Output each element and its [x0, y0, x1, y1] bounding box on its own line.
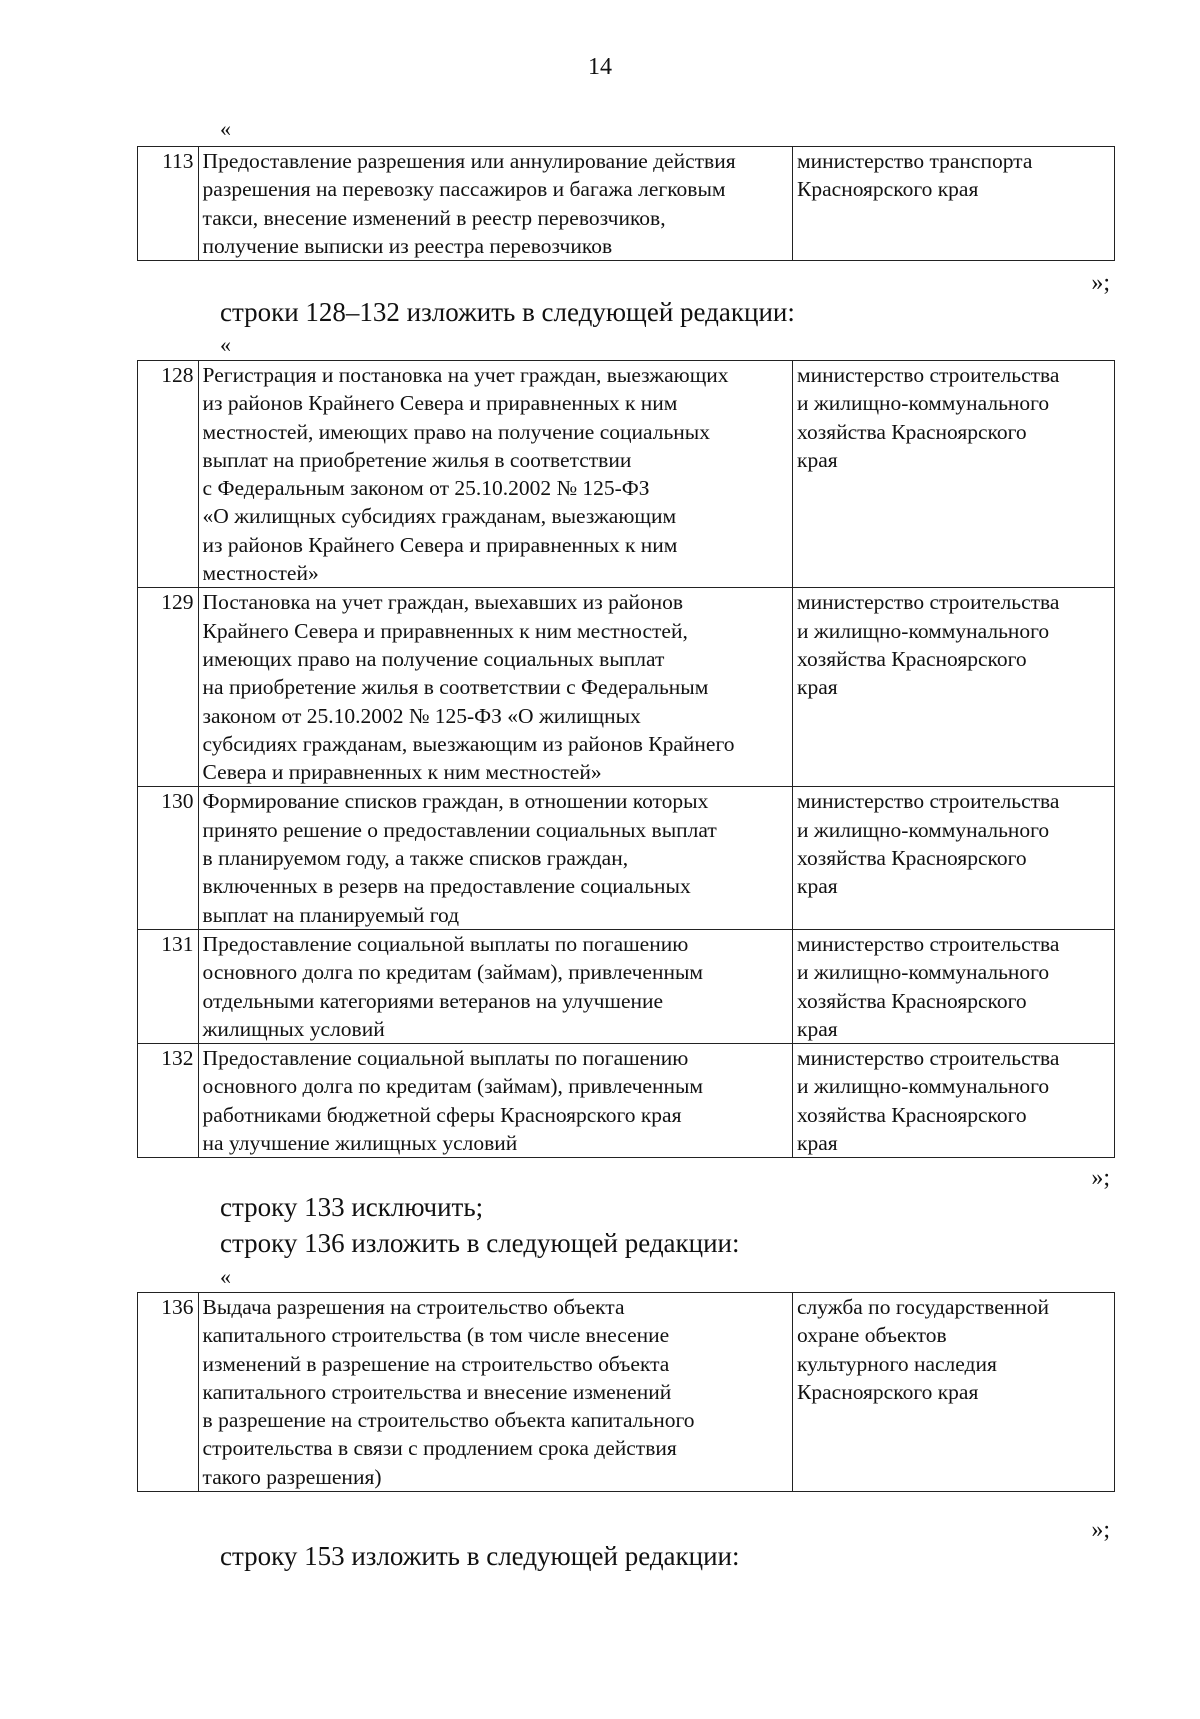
authority-name-line: и жилищно-коммунального — [797, 391, 1050, 416]
table-row — [138, 1044, 1115, 1158]
service-name-line: включенных в резерв на предоставление социальных — [202, 874, 691, 899]
authority-name-line: хозяйства Красноярского — [797, 646, 1027, 671]
quote-open-113: « — [220, 116, 231, 141]
authority-name-line: хозяйства Красноярского — [797, 846, 1027, 871]
service-name-line: Предоставление социальной выплаты по погашению — [202, 1046, 689, 1071]
service-name-line: Выдача разрешения на строительство объекта — [202, 1295, 625, 1319]
row-number: 130 — [138, 787, 199, 929]
service-name — [198, 1044, 792, 1158]
service-name-line: выплат на приобретение жилья в соответствии — [202, 447, 632, 472]
service-name-line: капитального строительства (в том числе внесение — [202, 1323, 670, 1348]
table-row-136 — [137, 1292, 1115, 1492]
quote-open-128: « — [220, 332, 231, 357]
service-name-line: из районов Крайнего Севера и приравненных к ним — [202, 532, 678, 557]
authority-name-line: министерство строительства — [797, 789, 1060, 814]
instruction-128-132: строки 128–132 изложить в следующей редакции: — [220, 297, 795, 327]
service-name-line: основного долга по кредитам (займам), привлеченным — [202, 960, 704, 985]
table-row — [138, 147, 1115, 261]
table-row — [138, 929, 1115, 1043]
service-name — [198, 787, 792, 929]
service-name-line: строительства в связи с продлением срока действия — [202, 1436, 677, 1461]
quote-close-128: »; — [1091, 1165, 1110, 1191]
table-rows-128-132 — [137, 360, 1115, 1158]
authority-name-line: хозяйства Красноярского — [797, 1102, 1027, 1127]
instruction-153: строку 153 изложить в следующей редакции: — [220, 1541, 740, 1571]
page-number: 14 — [588, 54, 612, 80]
authority-name-line: министерство строительства — [797, 590, 1060, 615]
authority-name-line: министерство строительства — [797, 931, 1060, 956]
authority-name-line: министерство транспорта — [797, 149, 1033, 173]
authority-name-line: края — [797, 1016, 838, 1041]
row-number: 131 — [138, 929, 199, 1043]
service-name-line: на улучшение жилищных условий — [202, 1131, 518, 1156]
table-row — [138, 1293, 1115, 1492]
service-name-line: местностей» — [202, 561, 319, 586]
service-name-line: такси, внесение изменений в реестр перевозчиков, — [202, 205, 666, 230]
quote-close-113: »; — [1091, 270, 1110, 296]
authority-name-line: охране объектов — [797, 1323, 947, 1348]
service-name-line: с Федеральным законом от 25.10.2002 № 125-ФЗ — [202, 476, 650, 501]
authority-name-line: края — [797, 874, 838, 899]
service-name — [198, 929, 792, 1043]
authority-name-line: края — [797, 675, 838, 700]
service-name-line: основного долга по кредитам (займам), привлеченным — [202, 1074, 704, 1099]
authority-name-line: края — [797, 447, 838, 472]
service-name — [198, 147, 792, 261]
service-name-line: получение выписки из реестра перевозчиков — [202, 233, 613, 258]
service-name-line: капитального строительства и внесение изменений — [202, 1379, 672, 1404]
table-row-113 — [137, 146, 1115, 261]
authority-name-line: Красноярского края — [797, 177, 979, 202]
table-row — [138, 787, 1115, 929]
service-name-line: имеющих право на получение социальных выплат — [202, 646, 665, 671]
service-name-line: отдельными категориями ветеранов на улучшение — [202, 988, 664, 1013]
authority-name — [793, 929, 1115, 1043]
service-name-line: Постановка на учет граждан, выехавших из районов — [202, 590, 684, 615]
authority-name — [793, 1293, 1115, 1492]
row-number: 136 — [138, 1293, 199, 1492]
service-name-line: Формирование списков граждан, в отношении которых — [202, 789, 709, 814]
authority-name — [793, 361, 1115, 588]
service-name-line: Предоставление социальной выплаты по погашению — [202, 931, 689, 956]
service-name-line: Крайнего Севера и приравненных к ним местностей, — [202, 618, 688, 643]
authority-name-line: и жилищно-коммунального — [797, 960, 1050, 985]
service-name-line: жилищных условий — [202, 1016, 385, 1041]
service-name-line: принято решение о предоставлении социальных выплат — [202, 817, 717, 842]
service-name-line: законом от 25.10.2002 № 125-ФЗ «О жилищных — [202, 703, 641, 728]
row-number: 129 — [138, 588, 199, 787]
row-number: 132 — [138, 1044, 199, 1158]
service-name — [198, 1293, 792, 1492]
service-name-line: разрешения на перевозку пассажиров и багажа легковым — [202, 177, 726, 202]
service-name-line: из районов Крайнего Севера и приравненных к ним — [202, 391, 678, 416]
table-row — [138, 588, 1115, 787]
authority-name-line: и жилищно-коммунального — [797, 1074, 1050, 1099]
row-number: 128 — [138, 361, 199, 588]
service-name-line: субсидиях гражданам, выезжающим из районов Крайнего — [202, 731, 735, 756]
authority-name-line: и жилищно-коммунального — [797, 817, 1050, 842]
service-name-line: такого разрешения) — [202, 1464, 382, 1489]
authority-name — [793, 147, 1115, 261]
service-name-line: изменений в разрешение на строительство объекта — [202, 1351, 670, 1376]
quote-open-136: « — [220, 1264, 231, 1289]
authority-name-line: Красноярского края — [797, 1379, 979, 1404]
service-name-line: «О жилищных субсидиях гражданам, выезжающим — [202, 504, 677, 529]
table-row — [138, 361, 1115, 588]
authority-name-line: хозяйства Красноярского — [797, 988, 1027, 1013]
authority-name — [793, 787, 1115, 929]
service-name-line: выплат на планируемый год — [202, 902, 460, 927]
service-name-line: местностей, имеющих право на получение социальных — [202, 419, 710, 444]
authority-name-line: министерство строительства — [797, 1046, 1060, 1071]
service-name-line: в планируемом году, а также списков граждан, — [202, 846, 629, 871]
service-name — [198, 588, 792, 787]
row-number: 113 — [138, 147, 199, 261]
service-name-line: Севера и приравненных к ним местностей» — [202, 760, 602, 785]
service-name-line: в разрешение на строительство объекта капитального — [202, 1408, 695, 1433]
instruction-136: строку 136 изложить в следующей редакции: — [220, 1228, 740, 1258]
service-name-line: на приобретение жилья в соответствии с Федеральным — [202, 675, 709, 700]
instruction-133: строку 133 исключить; — [220, 1192, 484, 1222]
service-name-line: Регистрация и постановка на учет граждан, выезжающих — [202, 363, 729, 387]
service-name-line: Предоставление разрешения или аннулирование действия — [202, 149, 736, 173]
service-name — [198, 361, 792, 588]
service-name-line: работниками бюджетной сферы Красноярского края — [202, 1102, 682, 1127]
authority-name-line: хозяйства Красноярского — [797, 419, 1027, 444]
quote-close-136: »; — [1091, 1517, 1110, 1543]
authority-name-line: культурного наследия — [797, 1351, 997, 1376]
authority-name-line: министерство строительства — [797, 363, 1060, 387]
authority-name — [793, 1044, 1115, 1158]
authority-name-line: служба по государственной — [797, 1295, 1050, 1319]
authority-name-line: и жилищно-коммунального — [797, 618, 1050, 643]
authority-name-line: края — [797, 1131, 838, 1156]
authority-name — [793, 588, 1115, 787]
